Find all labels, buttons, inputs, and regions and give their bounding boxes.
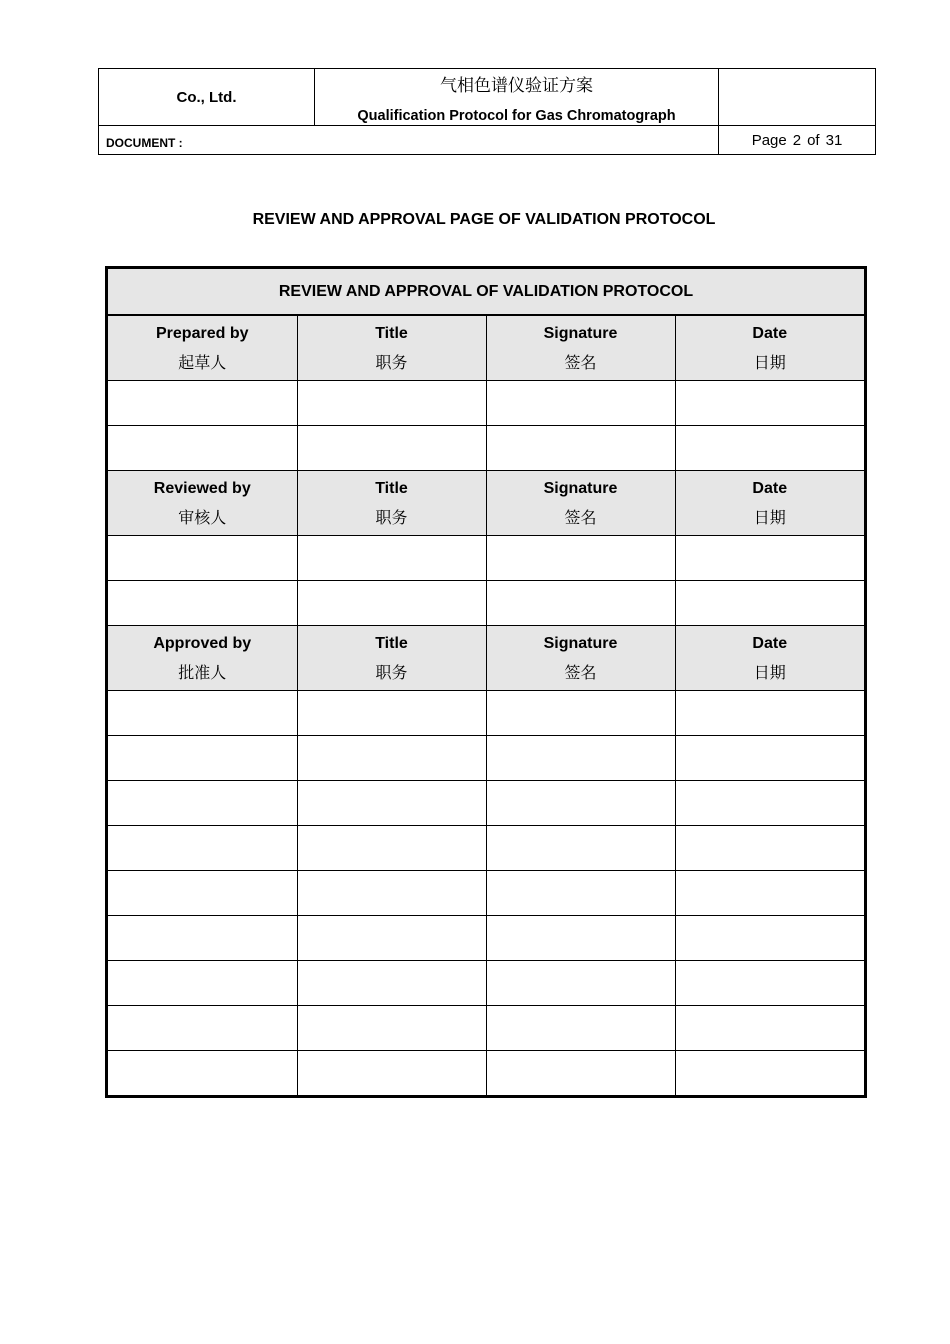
date-cell[interactable] — [675, 581, 864, 626]
signature-cell[interactable] — [486, 961, 675, 1006]
signature-cell[interactable] — [486, 871, 675, 916]
title-cell[interactable] — [297, 736, 486, 781]
page-total: 31 — [825, 131, 843, 149]
reviewed-header-row — [108, 471, 864, 536]
date-cell[interactable] — [675, 1051, 864, 1096]
table-row — [108, 536, 864, 581]
table-row — [108, 961, 864, 1006]
approval-table — [105, 266, 867, 1098]
reviewed-date-header: Date 日期 — [675, 471, 864, 536]
header-blank-cell — [719, 69, 875, 126]
approved-by-header: Approved by 批准人 — [108, 626, 297, 691]
table-row — [108, 916, 864, 961]
date-cell[interactable] — [675, 781, 864, 826]
prepared-by-header: Prepared by 起草人 — [108, 315, 297, 381]
date-cell[interactable] — [675, 536, 864, 581]
title-cell[interactable] — [297, 781, 486, 826]
approved-date-header: Date 日期 — [675, 626, 864, 691]
title-cell[interactable] — [297, 381, 486, 426]
signature-cell[interactable] — [486, 1051, 675, 1096]
table-row — [108, 1006, 864, 1051]
name-cell[interactable] — [108, 1006, 297, 1051]
signature-cell[interactable] — [486, 781, 675, 826]
approved-signature-header: Signature 签名 — [486, 626, 675, 691]
name-cell[interactable] — [108, 961, 297, 1006]
signature-cell[interactable] — [486, 536, 675, 581]
page-word: Page — [751, 131, 787, 149]
name-cell[interactable] — [108, 581, 297, 626]
date-cell[interactable] — [675, 961, 864, 1006]
title-cell[interactable] — [297, 826, 486, 871]
table-row — [108, 736, 864, 781]
title-cell[interactable] — [297, 871, 486, 916]
prepared-date-header: Date 日期 — [675, 315, 864, 381]
signature-cell[interactable] — [486, 826, 675, 871]
table-row — [108, 826, 864, 871]
date-cell[interactable] — [675, 871, 864, 916]
title-cell[interactable] — [297, 536, 486, 581]
table-heading-row — [108, 269, 864, 315]
prepared-header-row — [108, 315, 864, 381]
prepared-title-header: Title 职务 — [297, 315, 486, 381]
name-cell[interactable] — [108, 871, 297, 916]
date-cell[interactable] — [675, 916, 864, 961]
prepared-signature-header: Signature 签名 — [486, 315, 675, 381]
reviewed-by-header: Reviewed by 审核人 — [108, 471, 297, 536]
title-cell[interactable] — [297, 1051, 486, 1096]
name-cell[interactable] — [108, 1051, 297, 1096]
title-cell[interactable] — [297, 691, 486, 736]
page-current: 2 — [792, 131, 802, 149]
signature-cell[interactable] — [486, 426, 675, 471]
table-row — [108, 426, 864, 471]
name-cell[interactable] — [108, 916, 297, 961]
name-cell[interactable] — [108, 536, 297, 581]
approved-title-header: Title 职务 — [297, 626, 486, 691]
name-cell[interactable] — [108, 426, 297, 471]
signature-cell[interactable] — [486, 1006, 675, 1051]
document-header — [98, 68, 876, 155]
date-cell[interactable] — [675, 691, 864, 736]
company-name: Co., Ltd. — [99, 69, 315, 126]
page-of: of — [807, 131, 820, 149]
reviewed-title-header: Title 职务 — [297, 471, 486, 536]
signature-cell[interactable] — [486, 736, 675, 781]
table-row — [108, 691, 864, 736]
title-cell[interactable] — [297, 1006, 486, 1051]
signature-cell[interactable] — [486, 381, 675, 426]
page-indicator — [719, 126, 875, 154]
name-cell[interactable] — [108, 736, 297, 781]
title-cell[interactable] — [297, 426, 486, 471]
document-label: DOCUMENT : — [99, 126, 719, 154]
name-cell[interactable] — [108, 781, 297, 826]
date-cell[interactable] — [675, 1006, 864, 1051]
title-cell[interactable] — [297, 961, 486, 1006]
date-cell[interactable] — [675, 381, 864, 426]
name-cell[interactable] — [108, 826, 297, 871]
date-cell[interactable] — [675, 826, 864, 871]
protocol-title-block — [315, 69, 719, 126]
name-cell[interactable] — [108, 381, 297, 426]
protocol-title-en: Qualification Protocol for Gas Chromatograph — [357, 108, 676, 124]
table-row — [108, 871, 864, 916]
title-cell[interactable] — [297, 581, 486, 626]
date-cell[interactable] — [675, 736, 864, 781]
table-row — [108, 1051, 864, 1096]
table-heading: REVIEW AND APPROVAL OF VALIDATION PROTOCOL — [108, 269, 864, 315]
signature-cell[interactable] — [486, 581, 675, 626]
approved-header-row — [108, 626, 864, 691]
table-row — [108, 381, 864, 426]
date-cell[interactable] — [675, 426, 864, 471]
signature-cell[interactable] — [486, 916, 675, 961]
table-row — [108, 581, 864, 626]
signature-cell[interactable] — [486, 691, 675, 736]
page-title: REVIEW AND APPROVAL PAGE OF VALIDATION PROTOCOL — [252, 211, 716, 228]
reviewed-signature-header: Signature 签名 — [486, 471, 675, 536]
name-cell[interactable] — [108, 691, 297, 736]
title-cell[interactable] — [297, 916, 486, 961]
protocol-title-cn: 气相色谱仪验证方案 — [440, 76, 593, 96]
table-row — [108, 781, 864, 826]
